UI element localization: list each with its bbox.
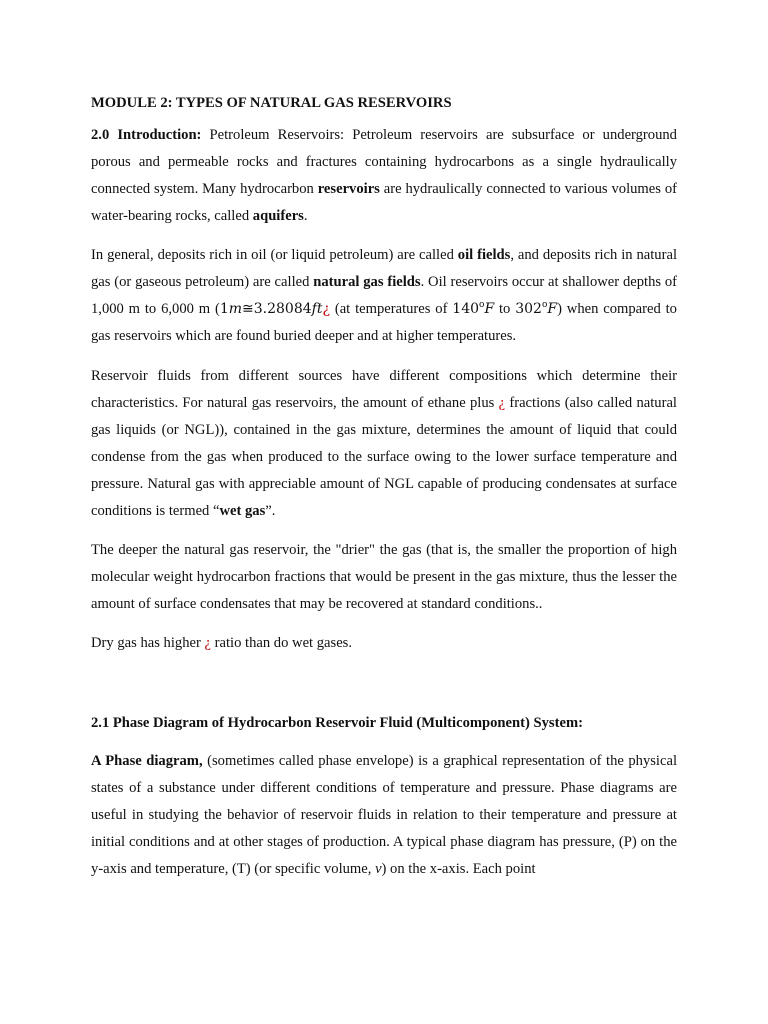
- math-approx: ≅3.28084: [242, 301, 312, 317]
- conversion-formula: [220, 301, 330, 317]
- phase-diagram-paragraph: [91, 748, 677, 883]
- temp-high-value: 302: [515, 301, 542, 317]
- para3-text-1: Reservoir fluids from different sources have different compositions which determine their characteristics. For natural gas reservoirs, the amount of ethane plus: [91, 368, 677, 411]
- oil-fields-term: oil fields: [457, 247, 511, 263]
- para2-text-1: In general, deposits rich in oil (or liquid petroleum) are called: [91, 247, 458, 263]
- degree-sign: o: [541, 300, 548, 310]
- para5-text-1: Dry gas has higher: [91, 635, 205, 651]
- unrendered-glyph: ¿: [204, 635, 211, 651]
- intro-label: 2.0 Introduction:: [91, 127, 202, 143]
- reservoirs-term: reservoirs: [317, 181, 380, 197]
- intro-text-2: are hydraulically connected to various volumes of water-bearing rocks, called: [91, 181, 677, 224]
- temp-high: [515, 301, 557, 317]
- para5-text-2: ratio than do wet gases.: [210, 635, 353, 651]
- para3-text-2: fractions (also called natural gas liquids (or NGL)), contained in the gas mixture, determines the amount of liquid that could condense from the gas when produced to the surface owing to the lower surface temperature and pressure. Natural gas with appreciable amount of NGL capable of producing condensates at surface conditions is termed “: [91, 395, 677, 519]
- phase-diagram-term: A Phase diagram,: [91, 753, 203, 769]
- para2-text-4: (at temperatures of: [329, 301, 453, 317]
- temp-low-value: 140: [452, 301, 480, 317]
- para6-text-1: (sometimes called phase envelope) is a graphical representation of the physical states of a substance under different conditions of temperature and pressure. Phase diagrams are useful in studying the behavior of reservoir fluids in relation to their temperature and pressure at initial conditions and at other stages of production. A typical phase diagram has pressure, (P) on the y-axis and temperature, (T) (or specific volume,: [91, 753, 677, 877]
- para6-text-2: ) on the x-axis. Each point: [381, 861, 536, 877]
- temp-low: [452, 301, 494, 317]
- para2-text-2: , and deposits rich in natural gas (or gaseous petroleum) are called: [91, 247, 677, 290]
- intro-text-1: Petroleum Reservoirs: Petroleum reservoirs are subsurface or underground porous and permeable rocks and fractures containing hydrocarbons as a single hydraulically connected system. Many hydrocarbon: [91, 127, 677, 197]
- math-ft: ft: [311, 301, 323, 317]
- wet-gas-term: wet gas: [219, 503, 266, 519]
- degree-sign: o: [479, 300, 485, 310]
- math-m: m: [228, 301, 243, 317]
- intro-text-3: .: [303, 208, 308, 224]
- dry-gas-paragraph: [91, 630, 677, 657]
- para2-text-5: ) when compared to gas reservoirs which are found buried deeper and at higher temperatures.: [91, 301, 677, 344]
- para2-text-3: . Oil reservoirs occur at shallower depths of 1,000 m to 6,000 m (: [91, 274, 678, 317]
- oil-gas-fields-paragraph: [91, 242, 677, 350]
- unrendered-glyph: ¿: [498, 395, 506, 411]
- unrendered-glyph: ¿: [322, 301, 330, 317]
- intro-paragraph: [91, 122, 677, 230]
- aquifers-term: aquifers: [252, 208, 304, 224]
- specific-volume-symbol: v: [375, 861, 382, 877]
- natural-gas-fields-term: natural gas fields: [313, 274, 421, 290]
- module-title: MODULE 2: TYPES OF NATURAL GAS RESERVOIRS: [91, 95, 452, 111]
- unit-f: F: [484, 301, 495, 317]
- section-title: 2.1 Phase Diagram of Hydrocarbon Reservoir Fluid (Multicomponent) System:: [91, 715, 583, 731]
- reservoir-fluids-paragraph: [91, 363, 677, 525]
- math-one: 1: [219, 301, 229, 317]
- para2-to: to: [494, 301, 516, 317]
- drier-gas-paragraph: The deeper the natural gas reservoir, the "drier" the gas (that is, the smaller the proportion of high molecular weight hydrocarbon fractions that would be present in the gas mixture, thus the lesser the amount of surface condensates that may be recovered at standard conditions..: [91, 542, 677, 612]
- unit-f: F: [547, 301, 558, 317]
- para3-text-3: ”.: [265, 503, 276, 519]
